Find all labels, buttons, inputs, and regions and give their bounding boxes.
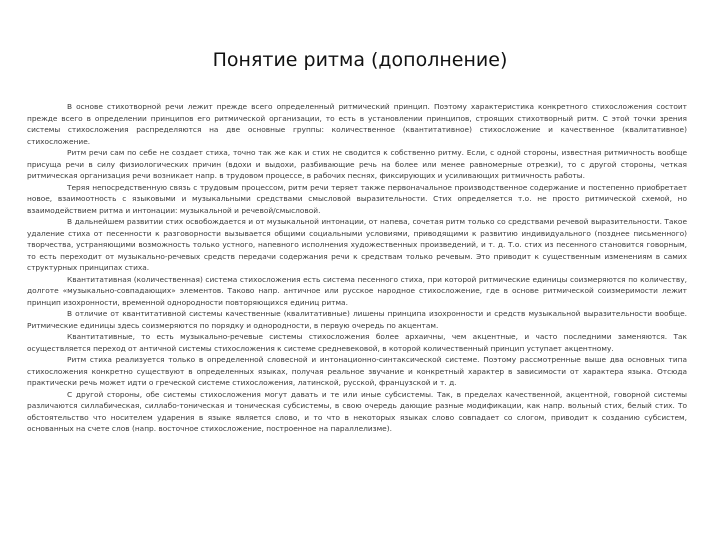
paragraph: Квантитативная (количественная) система стихосложения есть система песенного стиха, при которой ритмические единицы соизмеряются по количеству, долготе «музыкально-совпадающих» элементов. Таково напр. античное или русское народное стихосложение, где в основе ритмической соизмеримости лежит принцип изохронности, временной однородности повторяющихся единиц ритма. (27, 274, 687, 307)
paragraph: В дальнейшем развитии стих освобождается и от музыкальной интонации, от напева, сочетая ритм только со средствами речевой выразительности. Такое удаление стиха от песенности к разговорности вызывается общими социальными условиями, приводящими к развитию индивидуального (позднее письменного) творчества, устраняющими возможность только устного, напевного исполнения художественных произведений, и т. д. Т.о. стих из песенного становится говорным, то есть переходит от музыкально-речевых средств передачи содержания речи к средствам только речевым. Это приводит к существенным изменениям в самих структурных принципах стиха. (27, 217, 687, 272)
paragraph: Квантитативные, то есть музыкально-речевые системы стихосложения более архаичны, чем акцентные, и часто последними заменяются. Так осуществляется переход от античной системы стихосложения к системе средневековой, в которой количественный принцип уступает акцентному. (27, 332, 687, 353)
paragraph: В основе стихотворной речи лежит прежде всего определенный ритмический принцип. Поэтому характеристика конкретного стихосложения состоит прежде всего в определении принципов его ритмической организации, то есть в установлении принципов, строящих стихотворный ритм. С этой точки зрения системы стихосложения распределяются на две основные группы: количественное (квантитативное) стихосложение и качественное (квалитативное) стихосложение. (27, 102, 687, 146)
page-title: Понятие ритма (дополнение) (212, 49, 508, 71)
paragraph: Теряя непосредственную связь с трудовым процессом, ритм речи теряет также первоначальное производственное содержание и постепенно приобретает новое, взаимоотность с языковыми и музыкальными средствами смысловой выразительности. Стих определяется т.о. не просто ритмической схемой, но взаимодействием ритма и интонации: музыкальной и речевой/смысловой. (27, 182, 687, 215)
paragraph: В отличие от квантитативной системы качественные (квалитативные) лишены принципа изохронности и средств музыкальной выразительности вообще. Ритмические единицы здесь соизмеряются по порядку и однородности, в первую очередь по акцентам. (27, 309, 687, 330)
paragraph: С другой стороны, обе системы стихосложения могут давать и те или иные субсистемы. Так, в пределах качественной, акцентной, говорной системы различаются силлабическая, силлабо-тоническая и тоническая субсистемы, в свою очередь дающие разные модификации, как напр. вольный стих, белый стих. То обстоятельство что носителем ударения в языке является слово, и то что в некоторых языках слово совпадает со слогом, приводит к созданию субсистем, основанных на счете слов (напр. восточное стихосложение, построенное на параллелизме). (27, 389, 687, 433)
body-text (27, 101, 687, 435)
paragraph: Ритм речи сам по себе не создает стиха, точно так же как и стих не сводится к собственно ритму. Если, с одной стороны, известная ритмичность вообще присуща речи в силу физиологических причин (вдохи и выдохи, разбивающие речь на более или менее равномерные отрезки), то с другой стороны, четкая ритмическая организация речи возникает напр. в трудовом процессе, в рабочих песнях, фиксирующих и усиливающих ритмичность работы. (27, 148, 687, 180)
paragraph: Ритм стиха реализуется только в определенной словесной и интонационно-синтаксической системе. Поэтому рассмотренные выше два основных типа стихосложения конкретно существуют в определенных языках, получая реальное звучание и конкретный характер в зависимости от характера языка. Отсюда практически речь может идти о греческой системе стихосложения, латинской, русской, французской и т. д. (27, 355, 687, 387)
